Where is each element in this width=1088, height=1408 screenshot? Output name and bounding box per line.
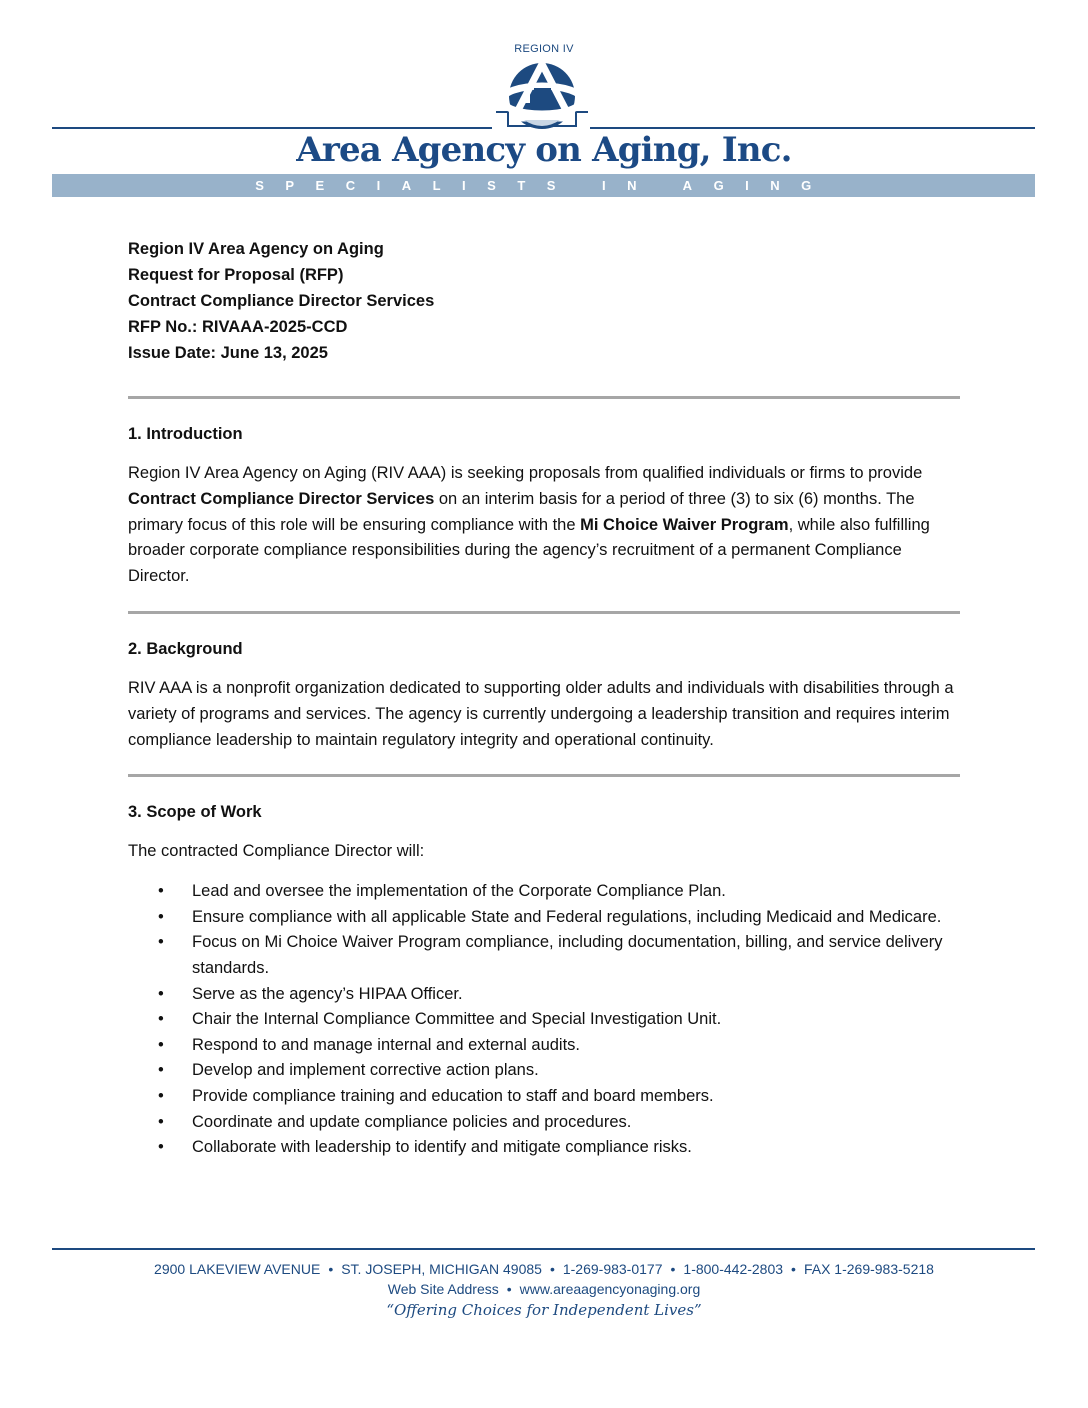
region-iv-knot-logo-icon — [494, 60, 590, 132]
section-divider — [128, 396, 960, 399]
list-item — [128, 905, 960, 931]
list-item — [128, 1110, 960, 1136]
section-introduction — [128, 423, 960, 590]
separator-dot: • — [791, 1261, 796, 1277]
street-address: 2900 LAKEVIEW AVENUE — [154, 1261, 321, 1277]
region-label: REGION IV — [514, 43, 574, 55]
list-item — [128, 1058, 960, 1084]
list-item — [128, 982, 960, 1008]
document-body — [128, 236, 960, 1161]
list-item-text: Serve as the agency’s HIPAA Officer. — [192, 984, 463, 1003]
rfp-header — [128, 236, 960, 366]
list-item-text: Collaborate with leadership to identify and mitigate compliance risks. — [192, 1138, 692, 1157]
tagline: SPECIALISTS IN AGING — [255, 178, 833, 193]
footer-web-line — [0, 1281, 1088, 1297]
bullet-icon: • — [158, 1061, 164, 1080]
fax-number: FAX 1-269-983-5218 — [803, 1261, 934, 1277]
issue-date: Issue Date: June 13, 2025 — [128, 344, 328, 362]
section-title: 2. Background — [128, 639, 243, 658]
list-item — [128, 1033, 960, 1059]
section-scope — [128, 801, 960, 1160]
list-item-text: Focus on Mi Choice Waiver Program compliance, including documentation, billing, and service delivery standards. — [192, 933, 943, 977]
separator-dot: • — [506, 1281, 512, 1297]
text-run: , while also fulfilling broader corporate compliance responsibilities during the agency’s recruitment of a permanent Compliance Director. — [128, 515, 930, 586]
phone-tollfree: 1-800-442-2803 — [683, 1261, 784, 1277]
bullet-icon: • — [158, 1035, 164, 1054]
list-item-text: Chair the Internal Compliance Committee and Special Investigation Unit. — [192, 1010, 722, 1029]
bullet-icon: • — [158, 1010, 164, 1029]
list-item-text: Ensure compliance with all applicable State and Federal regulations, including Medicaid and Medicare. — [192, 907, 942, 926]
web-label: Web Site Address — [387, 1281, 499, 1297]
section-title: 3. Scope of Work — [128, 803, 262, 822]
bullet-icon: • — [158, 882, 164, 901]
section-background — [128, 638, 960, 753]
list-item-text: Coordinate and update compliance policies and procedures. — [192, 1112, 632, 1131]
bullet-icon: • — [158, 1086, 164, 1105]
services-title: Contract Compliance Director Services — [128, 292, 435, 310]
list-item-text: Lead and oversee the implementation of the Corporate Compliance Plan. — [192, 882, 726, 901]
list-item — [128, 1135, 960, 1161]
bullet-icon: • — [158, 1112, 164, 1131]
list-item — [128, 1084, 960, 1110]
bold-run: Contract Compliance Director Services — [128, 489, 435, 508]
bullet-icon: • — [158, 1138, 164, 1157]
phone-local: 1-269-983-0177 — [562, 1261, 663, 1277]
footer-contact-line — [0, 1261, 1088, 1277]
separator-dot: • — [549, 1261, 555, 1277]
section-title: 1. Introduction — [128, 425, 243, 443]
org-name: Area Agency on Aging, Inc. — [296, 130, 792, 170]
text-run: Region IV Area Agency on Aging (RIV AAA) is seeking proposals from qualified individuals or firms to provide — [128, 464, 923, 482]
scope-intro: The contracted Compliance Director will: — [128, 842, 425, 861]
scope-list — [128, 879, 960, 1161]
website-link[interactable]: www.areaagencyonaging.org — [519, 1281, 701, 1297]
list-item — [128, 879, 960, 905]
list-item-text: Respond to and manage internal and external audits. — [192, 1035, 581, 1054]
section-divider — [128, 611, 960, 614]
separator-dot: • — [328, 1261, 334, 1277]
rfp-number: RFP No.: RIVAAA-2025-CCD — [128, 318, 348, 336]
list-item-text: Provide compliance training and education to staff and board members. — [192, 1086, 714, 1105]
list-item — [128, 930, 960, 981]
introduction-text — [128, 461, 960, 590]
agency-name: Region IV Area Agency on Aging — [128, 240, 384, 258]
document-type: Request for Proposal (RFP) — [128, 266, 344, 284]
bold-run: Mi Choice Waiver Program — [580, 515, 789, 534]
motto: “Offering Choices for Independent Lives” — [386, 1301, 702, 1319]
city-state-zip: ST. JOSEPH, MICHIGAN 49085 — [341, 1261, 542, 1277]
footer-rule — [52, 1248, 1035, 1250]
bullet-icon: • — [158, 933, 164, 952]
text-run: on an interim basis for a period of three (3) to six (6) months. The primary focus of this role will be ensuring compliance with the — [128, 489, 915, 534]
background-text: RIV AAA is a nonprofit organization dedicated to supporting older adults and individuals with disabilities through a variety of programs and services. The agency is currently undergoing a leadership transition and requires interim compliance leadership to maintain regulatory integrity and operational continuity. — [128, 678, 954, 749]
bullet-icon: • — [158, 907, 164, 926]
section-divider — [128, 774, 960, 777]
separator-dot: • — [670, 1261, 676, 1277]
list-item-text: Develop and implement corrective action plans. — [192, 1061, 539, 1080]
bullet-icon: • — [158, 984, 164, 1003]
list-item — [128, 1007, 960, 1033]
